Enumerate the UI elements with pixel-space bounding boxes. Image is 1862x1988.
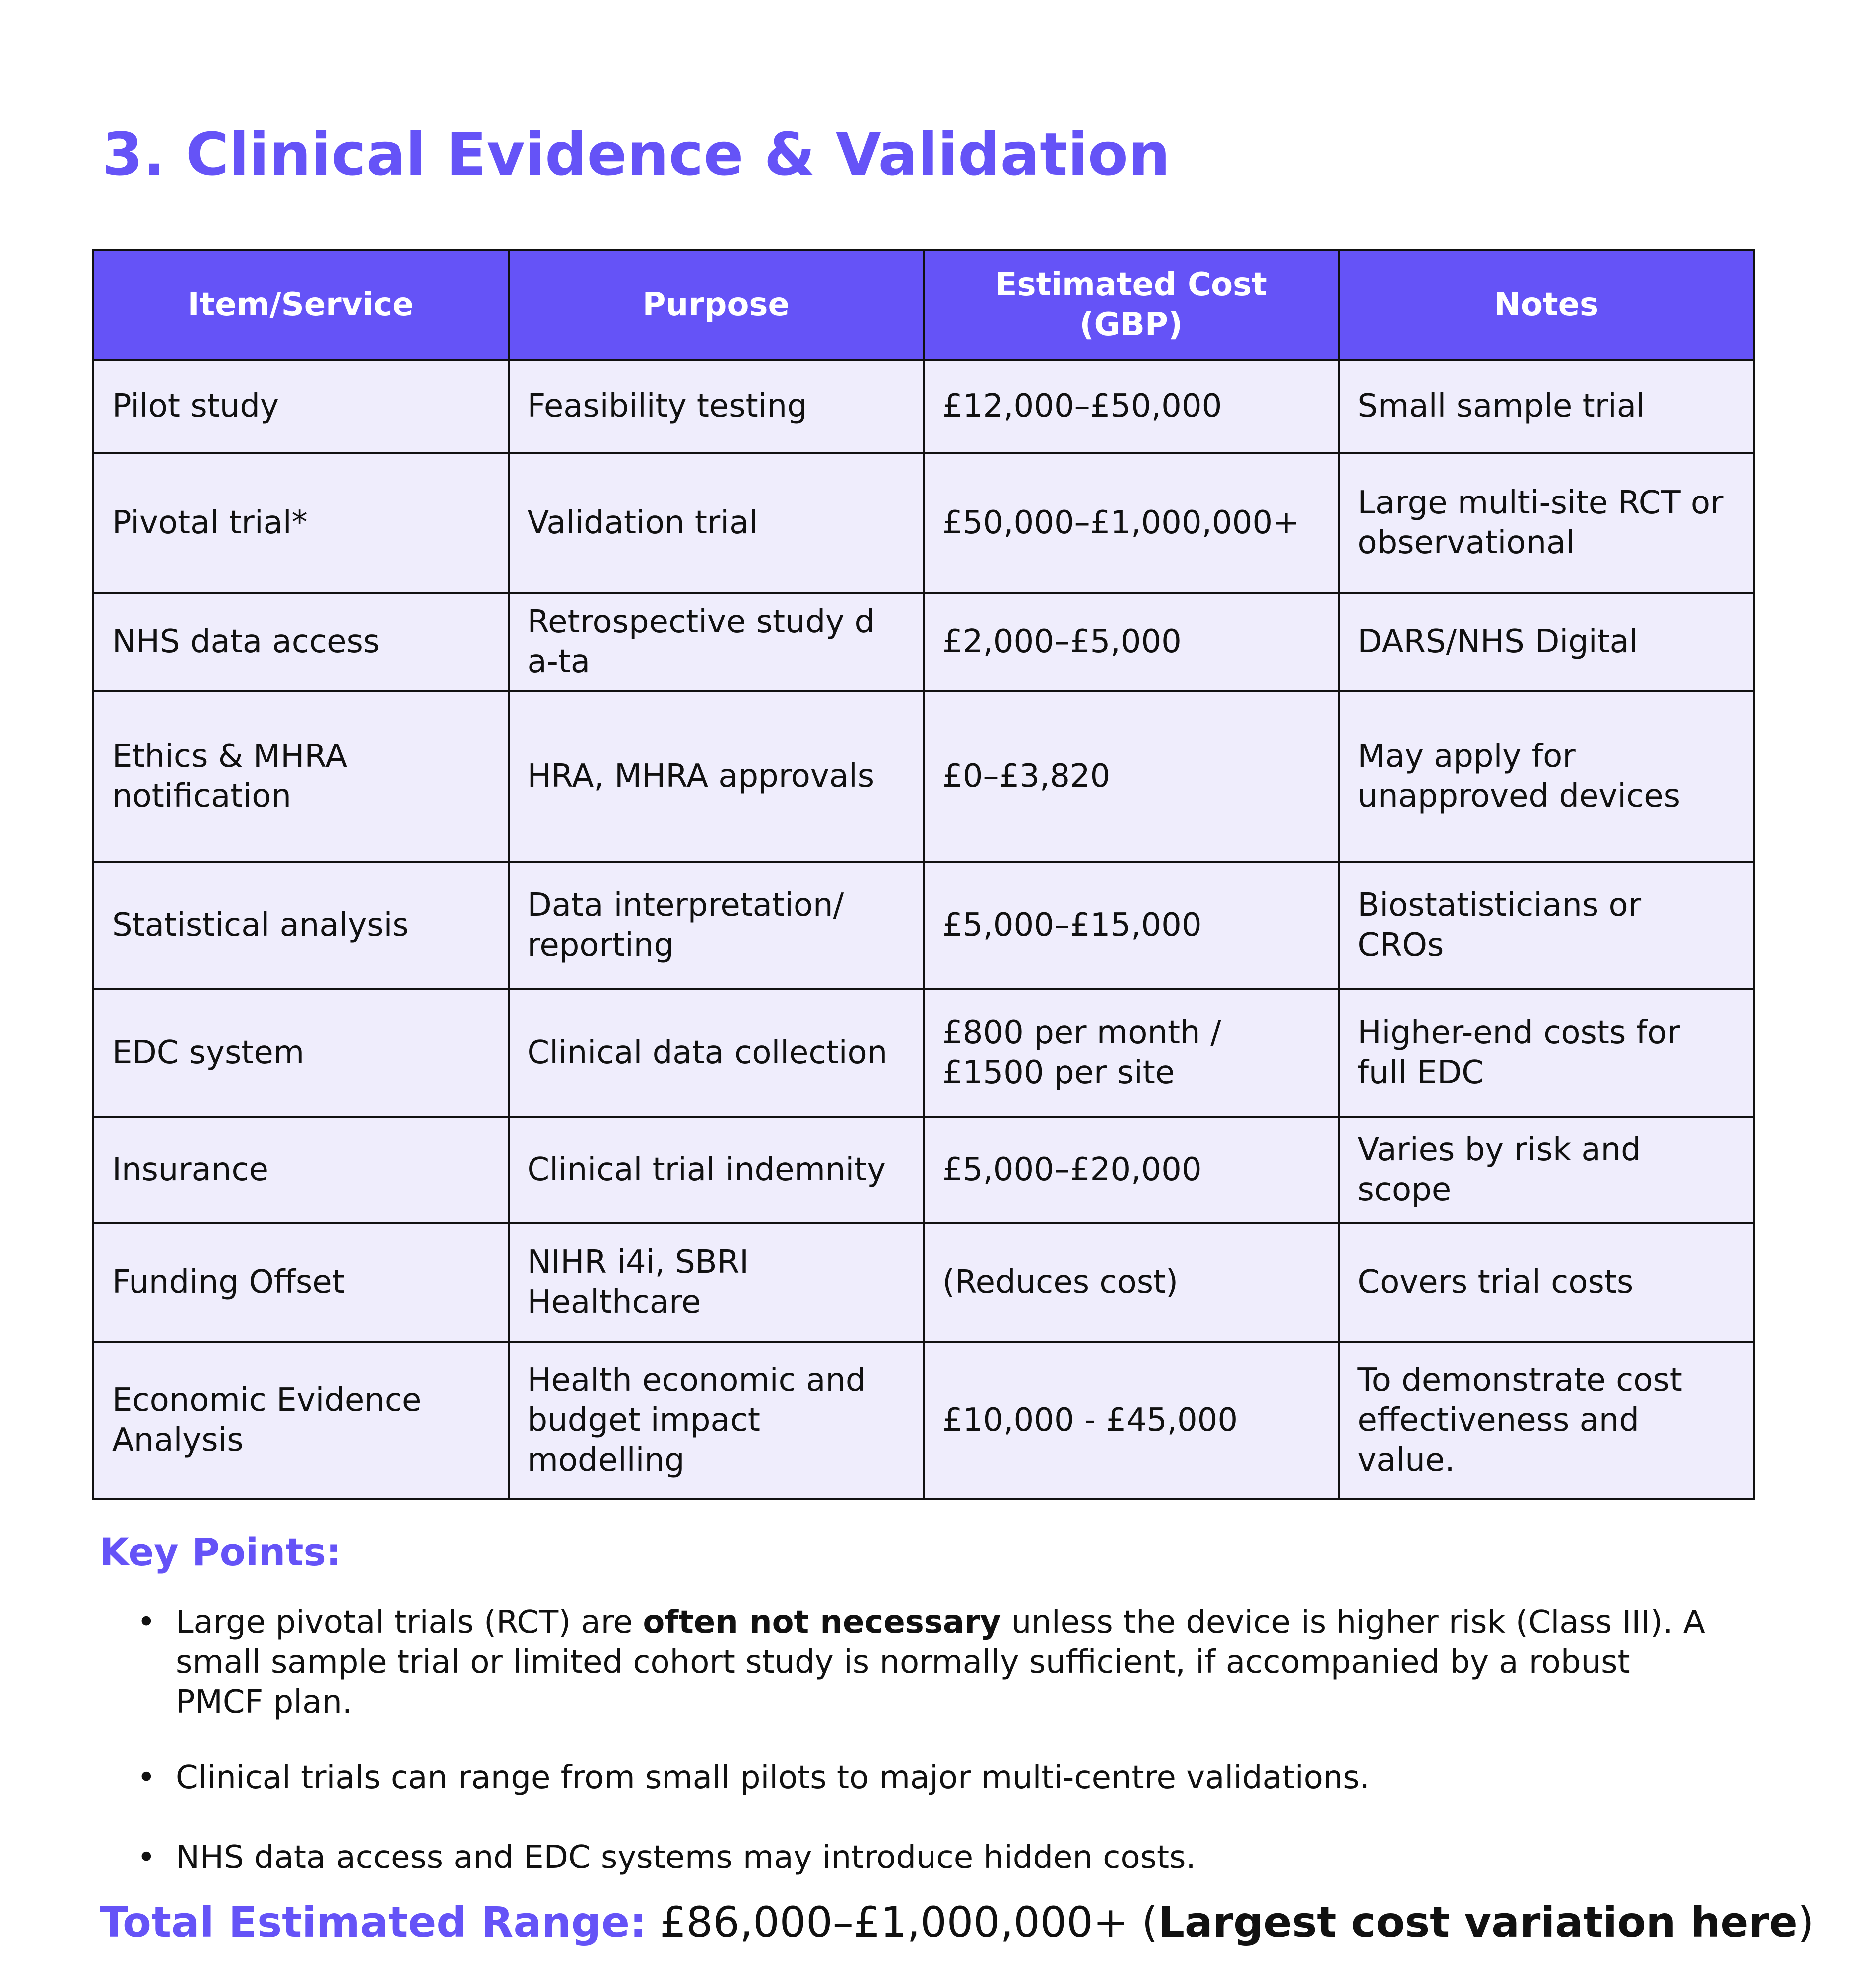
cell-purpose: Data interpretation/ reporting	[509, 862, 924, 989]
header-estimated-cost	[924, 250, 1339, 360]
cell-purpose	[509, 593, 924, 691]
key-point-text: Large pivotal trials (RCT) are	[176, 1604, 643, 1641]
cell-cost: £0–£3,820	[924, 691, 1339, 862]
table-row	[93, 691, 1754, 862]
table-row	[93, 360, 1754, 453]
cell-cost: £5,000–£15,000	[924, 862, 1339, 989]
cell-notes: To demonstrate cost effectiveness and value.	[1339, 1342, 1754, 1499]
cell-item: NHS data access	[93, 593, 509, 691]
cell-cost: (Reduces cost)	[924, 1223, 1339, 1342]
cell-notes: DARS/NHS Digital	[1339, 593, 1754, 691]
total-emphasis: Largest cost variation here	[1158, 1898, 1798, 1947]
cell-notes: Large multi-site RCT or observational	[1339, 453, 1754, 593]
cell-cost: £2,000–£5,000	[924, 593, 1339, 691]
cell-purpose: Validation trial	[509, 453, 924, 593]
cell-cost: £5,000–£20,000	[924, 1117, 1339, 1223]
cell-purpose: NIHR i4i, SBRI Healthcare	[509, 1223, 924, 1342]
cell-notes: Biostatisticians or CROs	[1339, 862, 1754, 989]
table-row	[93, 1223, 1754, 1342]
table-row	[93, 593, 1754, 691]
cell-cost: £50,000–£1,000,000+	[924, 453, 1339, 593]
table-header-row	[93, 250, 1754, 360]
cell-notes: Small sample trial	[1339, 360, 1754, 453]
cell-purpose-text: Retrospective study da-ta	[527, 604, 875, 680]
cell-notes: Covers trial costs	[1339, 1223, 1754, 1342]
key-point-text: unless the device is higher risk (Class III). A small sample trial or limited cohort study is normally sufficient, if accompanied by a robust PMCF plan.	[176, 1604, 1705, 1721]
header-item-service: Item/Service	[93, 250, 509, 360]
total-open-paren: (	[1141, 1898, 1158, 1947]
cell-notes: May apply for unapproved devices	[1339, 691, 1754, 862]
cell-notes: Varies by risk and scope	[1339, 1117, 1754, 1223]
key-point-text: Clinical trials can range from small pilots to major multi-centre validations.	[176, 1759, 1370, 1796]
cell-cost: £10,000 - £45,000	[924, 1342, 1339, 1499]
list-item	[137, 1838, 1706, 1877]
cell-notes: Higher-end costs for full EDC	[1339, 989, 1754, 1117]
list-item	[137, 1603, 1706, 1722]
cell-purpose: Health economic and budget impact modelling	[509, 1342, 924, 1499]
cell-purpose: Feasibility testing	[509, 360, 924, 453]
cell-item: Pivotal trial*	[93, 453, 509, 593]
table-row	[93, 862, 1754, 989]
bullet-icon: •	[137, 1604, 156, 1641]
table-row	[93, 989, 1754, 1117]
page-title: 3. Clinical Evidence & Validation	[102, 120, 1170, 189]
table-row	[93, 1342, 1754, 1499]
table-row	[93, 453, 1754, 593]
cell-cost: £800 per month / £1500 per site	[924, 989, 1339, 1117]
bullet-icon: •	[137, 1759, 156, 1796]
cell-purpose: Clinical trial indemnity	[509, 1117, 924, 1223]
cell-purpose: Clinical data collection	[509, 989, 924, 1117]
key-points-list	[137, 1603, 1706, 1877]
table-row	[93, 1117, 1754, 1223]
key-points-heading: Key Points:	[100, 1530, 342, 1574]
list-item	[137, 1758, 1706, 1798]
cell-item: Pilot study	[93, 360, 509, 453]
cell-item: EDC system	[93, 989, 509, 1117]
cell-item: Insurance	[93, 1117, 509, 1223]
header-estimated-cost-text: Estimated Cost (GBP)	[995, 266, 1267, 343]
key-point-emphasis: often not necessary	[643, 1604, 1001, 1641]
cell-item: Ethics & MHRA notification	[93, 691, 509, 862]
total-close-paren: )	[1797, 1898, 1814, 1947]
cell-cost: £12,000–£50,000	[924, 360, 1339, 453]
header-notes: Notes	[1339, 250, 1754, 360]
cell-item: Statistical analysis	[93, 862, 509, 989]
cell-purpose: HRA, MHRA approvals	[509, 691, 924, 862]
key-point-text: NHS data access and EDC systems may introduce hidden costs.	[176, 1839, 1196, 1876]
cell-item: Funding Offset	[93, 1223, 509, 1342]
total-estimated-range	[100, 1897, 1814, 1948]
cell-item: Economic Evidence Analysis	[93, 1342, 509, 1499]
cost-table	[92, 249, 1755, 1500]
total-value: £86,000–£1,000,000+	[660, 1898, 1129, 1947]
header-purpose: Purpose	[509, 250, 924, 360]
bullet-icon: •	[137, 1839, 156, 1876]
total-label: Total Estimated Range:	[100, 1898, 647, 1947]
